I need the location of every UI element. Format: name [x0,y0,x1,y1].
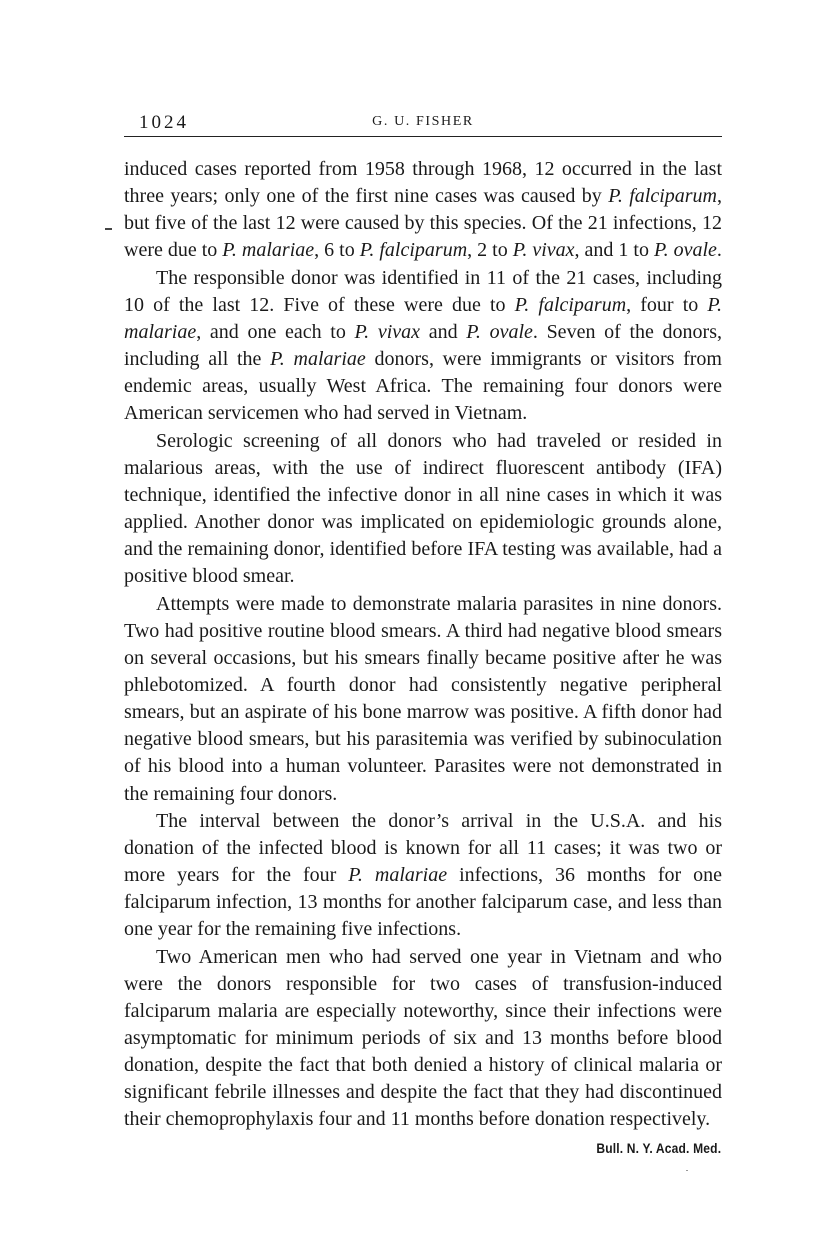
paragraph-2 [124,265,722,428]
print-speck [686,1170,688,1171]
text-run: , and one each to [196,320,355,343]
text-run: infections, 36 months for one falciparum infection, 13 months for another falciparum case, and less than one year for the remaining five infections. [124,864,722,941]
species-name: P. falciparum [514,293,627,316]
species-name: P. falciparum [359,239,468,262]
species-name: P. malariae [270,348,366,371]
text-run: The responsible donor was identified in 11 of the 21 cases, including 10 of the last 12. Five of these were due to [124,266,722,316]
running-head [124,108,722,137]
text-run: . Seven of the donors, including all the [124,320,722,371]
text-run: , four to [626,293,708,316]
paragraph-5 [124,808,722,944]
species-name: P. ovale [653,239,717,262]
text-run: donors, were immigrants or visitors from endemic areas, usually West Africa. The remaining four donors were American servicemen who had served in Vietnam. [124,348,722,425]
paragraph-4 [124,591,722,808]
species-name: P. ovale [466,320,533,343]
paragraph-6 [124,944,722,1134]
text-run: The interval between the donor’s arrival in the U.S.A. and his donation of the infected blood is known for all 11 cases; it was two or more years for the four [124,809,722,887]
species-name: P. falciparum [608,185,717,208]
text-run: . [716,239,722,262]
species-name: P. malariae [124,293,723,343]
text-run: induced cases reported from 1958 through 1968, 12 occurred in the last three years; only one of the first nine cases was caused by [124,158,722,208]
species-name: P. malariae [348,864,448,887]
journal-footer: Bull. N. Y. Acad. Med. [596,1140,721,1156]
text-run: , and 1 to [574,239,654,262]
running-head-author: G. U. FISHER [372,114,474,129]
text-run: , 6 to [314,239,360,262]
text-run: Serologic screening of all donors who had traveled or resided in malarious areas, with the use of indirect fluorescent antibody (IFA) technique, identified the infective donor in all nine cases in which it was applied. Another donor was implicated on epidemiologic grounds alone, and the remaining donor, identified before IFA testing was available, had a positive blood smear. [124,429,722,588]
article-body [124,156,722,1134]
paragraph-3 [124,428,722,591]
text-run: , 2 to [467,239,513,262]
margin-mark [105,228,112,230]
text-run: , but five of the last 12 were caused by this species. Of the 21 infections, 12 were due to [124,185,722,262]
species-name: P. vivax [512,239,575,262]
text-run: and [420,320,467,343]
species-name: P. malariae [222,239,315,262]
paragraph-1 [124,156,722,265]
species-name: P. vivax [354,320,421,343]
text-run: Two American men who had served one year in Vietnam and who were the donors responsible for two cases of transfusion-induced falciparum malaria are especially noteworthy, since their infections were asymptomatic for minimum periods of six and 13 months before blood donation, despite the fact that both denied a history of clinical malaria or significant febrile illnesses and despite the fact that they had discontinued their chemoprophylaxis four and 11 months before donation respectively. [124,945,722,1131]
page-number: 1024 [139,112,189,133]
text-run: Attempts were made to demonstrate malaria parasites in nine donors. Two had positive routine blood smears. A third had negative blood smears on several occasions, but his smears finally became positive after he was phlebotomized. A fourth donor had consistently negative peripheral smears, but an aspirate of his bone marrow was positive. A fifth donor had negative blood smears, but his parasitemia was verified by subinoculation of his blood into a human volunteer. Parasites were not demonstrated in the remaining four donors. [124,592,722,805]
